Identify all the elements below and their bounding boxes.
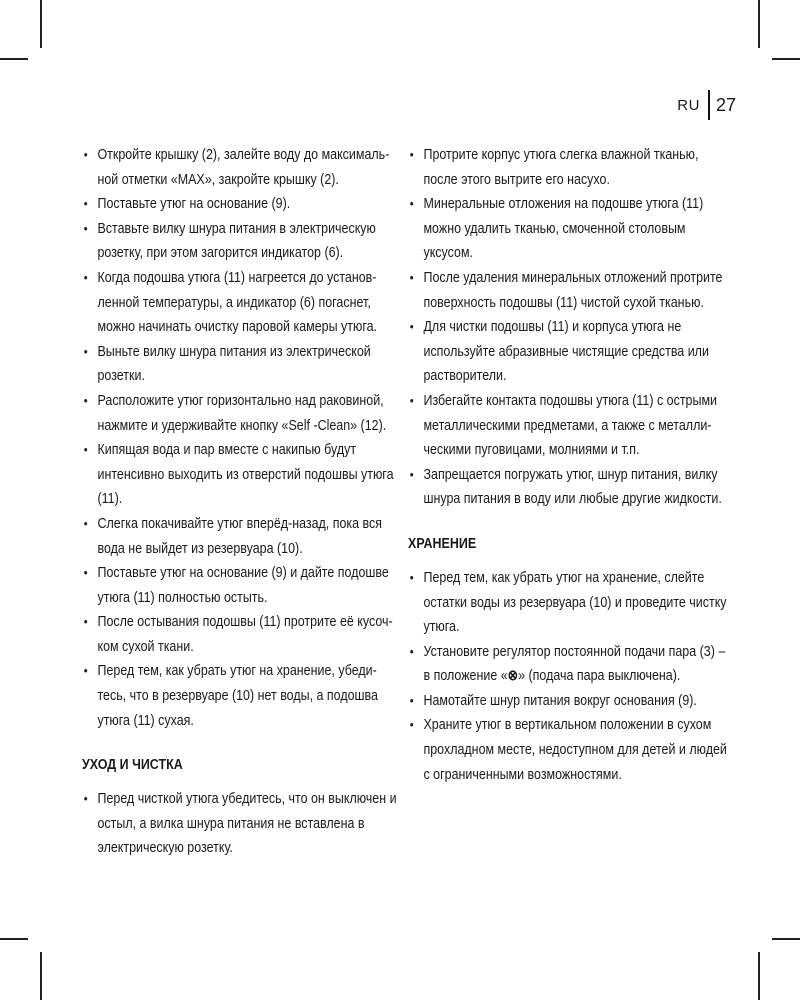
section-heading-storage: ХРАНЕНИЕ <box>408 535 477 552</box>
crop-mark <box>40 0 42 48</box>
left-column <box>82 143 397 861</box>
list-item: • Поставьте утюг на основание (9). <box>82 192 397 217</box>
crop-mark <box>772 58 800 60</box>
steam-off-icon: ⊗ <box>507 668 519 685</box>
crop-mark <box>0 58 28 60</box>
list-item: • Избегайте контакта подошвы утюга (11) с острыми металлическими предметами, а также с металлическими пуговицами, молниями и т.п. <box>408 389 731 463</box>
list-item: • Запрещается погружать утюг, шнур питания, вилку шнура питания в воду или любые другие жидкости. <box>408 463 731 512</box>
list-item: • Намотайте шнур питания вокруг основания (9). <box>408 689 731 714</box>
care-list-continued <box>408 143 723 512</box>
list-item-steam-setting <box>408 640 731 689</box>
crop-mark <box>0 938 28 940</box>
right-column <box>408 143 727 787</box>
language-code: RU <box>677 96 700 114</box>
list-item: • Кипящая вода и пар вместе с накипью будут интенсивно выходить из отверстий подошвы утюга (11). <box>82 438 397 512</box>
list-item: • Поставьте утюг на основание (9) и дайте подошве утюга (11) полностью остыть. <box>82 561 397 610</box>
storage-list <box>408 566 727 787</box>
list-item: • Выньте вилку шнура питания из электрической розетки. <box>82 340 397 389</box>
care-list <box>82 787 397 861</box>
list-item: • Перед тем, как убрать утюг на хранение, убедитесь, что в резервуаре (10) нет воды, а подошва утюга (11) сухая. <box>82 659 397 733</box>
instruction-list <box>82 143 394 733</box>
list-item: • После остывания подошвы (11) протрите её кусочком сухой ткани. <box>82 610 397 659</box>
list-item: • Храните утюг в вертикальном положении в сухом прохладном месте, недоступном для детей и людей с ограниченными возможностями. <box>408 713 731 787</box>
list-item: • Слегка покачивайте утюг вперёд-назад, пока вся вода не выйдет из резервуара (10). <box>82 512 397 561</box>
list-item: • После удаления минеральных отложений протрите поверхность подошвы (11) чистой сухой тканью. <box>408 266 731 315</box>
list-item: • Протрите корпус утюга слегка влажной тканью, после этого вытрите его насухо. <box>408 143 731 192</box>
list-item: • Перед чисткой утюга убедитесь, что он выключен и остыл, а вилка шнура питания не вставлена в электрическую розетку. <box>82 787 397 861</box>
crop-mark <box>758 0 760 48</box>
crop-mark <box>40 952 42 1000</box>
steam-text-before: Установите регулятор постоянной подачи пара (3) – в положение « <box>423 643 726 685</box>
list-item: • Перед тем, как убрать утюг на хранение, слейте остатки воды из резервуара (10) и проведите чистку утюга. <box>408 566 731 640</box>
list-item: • Когда подошва утюга (11) нагреется до установленной температуры, а индикатор (6) погаснет, можно начинать очистку паровой камеры утюга. <box>82 266 397 340</box>
list-item: • Вставьте вилку шнура питания в электрическую розетку, при этом загорится индикатор (6). <box>82 217 397 266</box>
list-item: • Для чистки подошвы (11) и корпуса утюга не используйте абразивные чистящие средства или растворители. <box>408 315 731 389</box>
page-number: 27 <box>715 94 736 115</box>
list-item: • Расположите утюг горизонтально над раковиной, нажмите и удерживайте кнопку «Self -Clean» (12). <box>82 389 397 438</box>
page-header <box>677 90 736 120</box>
section-heading-care: УХОД И ЧИСТКА <box>82 757 183 774</box>
steam-text-after: » (подача пара выключена). <box>518 668 681 685</box>
crop-mark <box>758 952 760 1000</box>
crop-mark <box>772 938 800 940</box>
list-item: • Откройте крышку (2), залейте воду до максимальной отметки «MAX», закройте крышку (2). <box>82 143 397 192</box>
list-item: • Минеральные отложения на подошве утюга (11) можно удалить тканью, смоченной столовым уксусом. <box>408 192 731 266</box>
